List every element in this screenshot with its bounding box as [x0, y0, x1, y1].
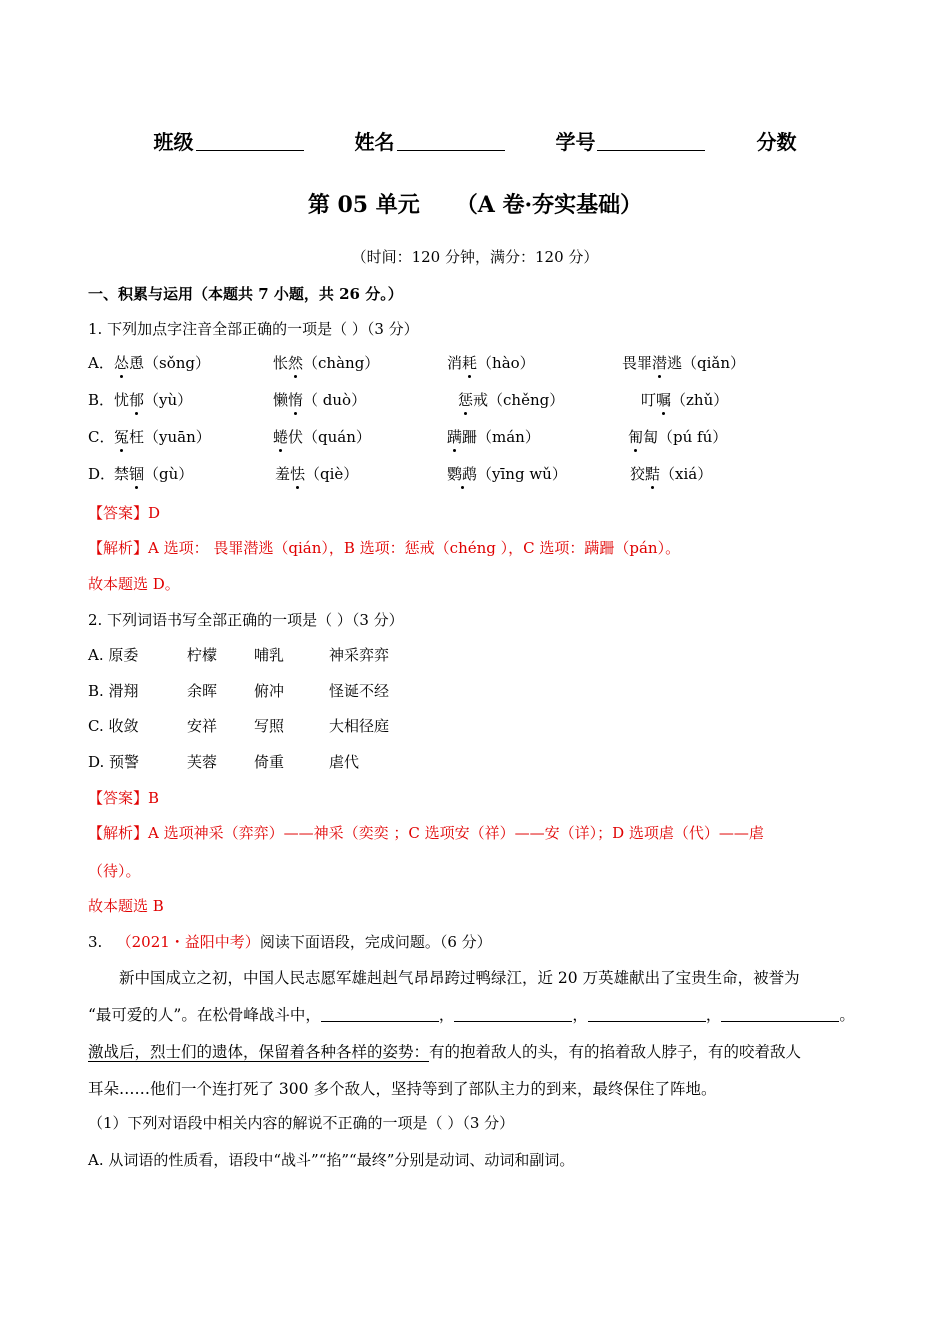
dotted-char: 怂 — [114, 354, 130, 372]
option-label: D． — [88, 465, 116, 483]
q1-option-b — [88, 389, 888, 413]
pinyin-item: 怅然（chàng） — [273, 354, 380, 372]
pinyin-item: 怂恿（sǒng） — [114, 354, 211, 372]
pinyin-item: 狡黠（xiá） — [630, 465, 713, 483]
pinyin-item: 冤枉（yuān） — [114, 428, 211, 446]
word-item: 神采弈弈 — [329, 646, 390, 664]
word-item: 安祥 — [187, 717, 218, 735]
answer-blank[interactable] — [721, 1007, 839, 1022]
class-label: 班级 — [153, 130, 194, 154]
q3-para-line4: 耳朵……他们一个连打死了 300 多个敌人，坚持等到了部队主力的到来，最终保住了阵地。 — [88, 1080, 717, 1098]
q3-stem: 阅读下面语段，完成问题。（6 分） — [259, 933, 492, 951]
q3-number: 3. — [88, 933, 103, 951]
q1-stem: 1. 下列加点字注音全部正确的一项是（ ）（3 分） — [88, 320, 419, 338]
option-label: C． — [88, 428, 115, 446]
section-heading: 一、积累与运用（本题共 7 小题，共 26 分。） — [88, 285, 403, 303]
q1-answer: 【答案】D — [88, 504, 161, 522]
q2-option-a — [88, 644, 688, 668]
q2-answer: 【答案】B — [88, 789, 160, 807]
underlined-sentence: 激战后，烈士们的遗体，保留着各种各样的姿势： — [88, 1043, 430, 1061]
page-title — [0, 188, 950, 219]
dotted-char: 惰 — [288, 391, 304, 409]
pinyin-item: 蜷伏（quán） — [273, 428, 371, 446]
pinyin-item: 羞怯（qiè） — [275, 465, 359, 483]
paper-title: （A 卷·夯实基础） — [455, 192, 643, 218]
name-blank[interactable] — [397, 130, 505, 151]
q3-option-a: A. 从词语的性质看，语段中“战斗”“掐”“最终”分别是动词、动词和副词。 — [88, 1151, 575, 1169]
exam-time-info: （时间：120 分钟，满分：120 分） — [351, 248, 599, 266]
q1-option-a — [88, 352, 888, 376]
word-item: 倚重 — [254, 753, 285, 771]
q3-subquestion-1: （1）下列对语段中相关内容的解说不正确的一项是（ ）（3 分） — [88, 1114, 515, 1132]
word-item: 俯冲 — [254, 682, 285, 700]
dotted-char: 蜷 — [273, 428, 289, 446]
q3-para-line1: 新中国成立之初，中国人民志愿军雄赳赳气昂昂跨过鸭绿江，近 20 万英雄献出了宝贵生命，被誉为 — [119, 969, 800, 987]
answer-blank[interactable] — [454, 1007, 572, 1022]
word-item: D. 预警 — [88, 753, 140, 771]
pinyin-item: 鹦鹉（yīng wǔ） — [447, 465, 567, 483]
dotted-char: 潜 — [652, 354, 668, 372]
q1-option-d — [88, 463, 888, 487]
word-item: A. 原委 — [88, 646, 139, 664]
option-label: B． — [88, 391, 115, 409]
word-item: C. 收敛 — [88, 717, 139, 735]
score-label: 分数 — [756, 130, 797, 154]
word-item: 柠檬 — [187, 646, 218, 664]
dotted-char: 鹦鹉 — [447, 465, 478, 483]
q2-conclusion: 故本题选 B — [88, 897, 164, 915]
pinyin-item: 叮嘱（zhǔ） — [641, 391, 729, 409]
q2-analysis-line2: （待）。 — [88, 862, 141, 880]
pinyin-item: 惩戒（chěng） — [458, 391, 565, 409]
name-label: 姓名 — [354, 130, 395, 154]
q2-option-d — [88, 751, 688, 775]
number-label: 学号 — [555, 130, 596, 154]
q3-para-line3: 激战后，烈士们的遗体，保留着各种各样的姿势：有的抱着敌人的头，有的掐着敌人脖子，有的咬着敌人 — [88, 1043, 802, 1061]
word-item: 大相径庭 — [329, 717, 390, 735]
unit-title: 第 05 单元 — [307, 192, 420, 218]
word-item: 写照 — [254, 717, 285, 735]
dotted-char: 怯 — [290, 465, 306, 483]
word-item: B. 滑翔 — [88, 682, 139, 700]
q3-source: （2021・益阳中考） — [116, 933, 260, 951]
dotted-char: 然 — [288, 354, 304, 372]
q1-conclusion: 故本题选 D。 — [88, 575, 180, 593]
q3-para-line2: “最可爱的人”。在松骨峰战斗中， ， ， ， 。 — [88, 1006, 855, 1024]
dotted-char: 匍 — [628, 428, 644, 446]
q2-analysis-line1: 【解析】A 选项神采（弈弈）——神采（奕奕 ；C 选项安（祥）——安（详）；D 选项虐（代）——虐 — [88, 824, 764, 842]
answer-blank[interactable] — [321, 1007, 439, 1022]
dotted-char: 冤 — [114, 428, 130, 446]
word-item: 余晖 — [187, 682, 218, 700]
dotted-char: 锢 — [129, 465, 145, 483]
dotted-char: 嘱 — [656, 391, 672, 409]
pinyin-item: 蹒跚（mán） — [447, 428, 540, 446]
q1-option-c — [88, 426, 888, 450]
dotted-char: 惩 — [458, 391, 474, 409]
pinyin-item: 匍匐（pú fú） — [628, 428, 728, 446]
class-blank[interactable] — [196, 130, 304, 151]
word-item: 芙蓉 — [187, 753, 218, 771]
dotted-char: 黠 — [645, 465, 661, 483]
dotted-char: 郁 — [129, 391, 145, 409]
answer-blank[interactable] — [588, 1007, 706, 1022]
word-item: 哺乳 — [254, 646, 285, 664]
word-item: 虐代 — [329, 753, 360, 771]
q2-option-c — [88, 715, 688, 739]
pinyin-item: 消耗（hào） — [447, 354, 535, 372]
q1-analysis: 【解析】A 选项： 畏罪潜逃（qián），B 选项：惩戒（chéng ），C 选项：蹒跚（pán）。 — [88, 539, 681, 557]
option-label: A． — [88, 354, 114, 372]
word-item: 怪诞不经 — [329, 682, 390, 700]
q2-option-b — [88, 680, 688, 704]
q3-stem-line — [88, 931, 492, 952]
dotted-char: 耗 — [462, 354, 478, 372]
q2-stem: 2. 下列词语书写全部正确的一项是（ ）（3 分） — [88, 611, 404, 629]
pinyin-item: 忧郁（yù） — [114, 391, 193, 409]
student-info-header — [0, 126, 950, 155]
pinyin-item: 畏罪潜逃（qiǎn） — [622, 354, 746, 372]
dotted-char: 蹒 — [447, 428, 463, 446]
pinyin-item: 禁锢（gù） — [114, 465, 194, 483]
number-blank[interactable] — [597, 130, 705, 151]
pinyin-item: 懒惰（ duò） — [273, 391, 367, 409]
